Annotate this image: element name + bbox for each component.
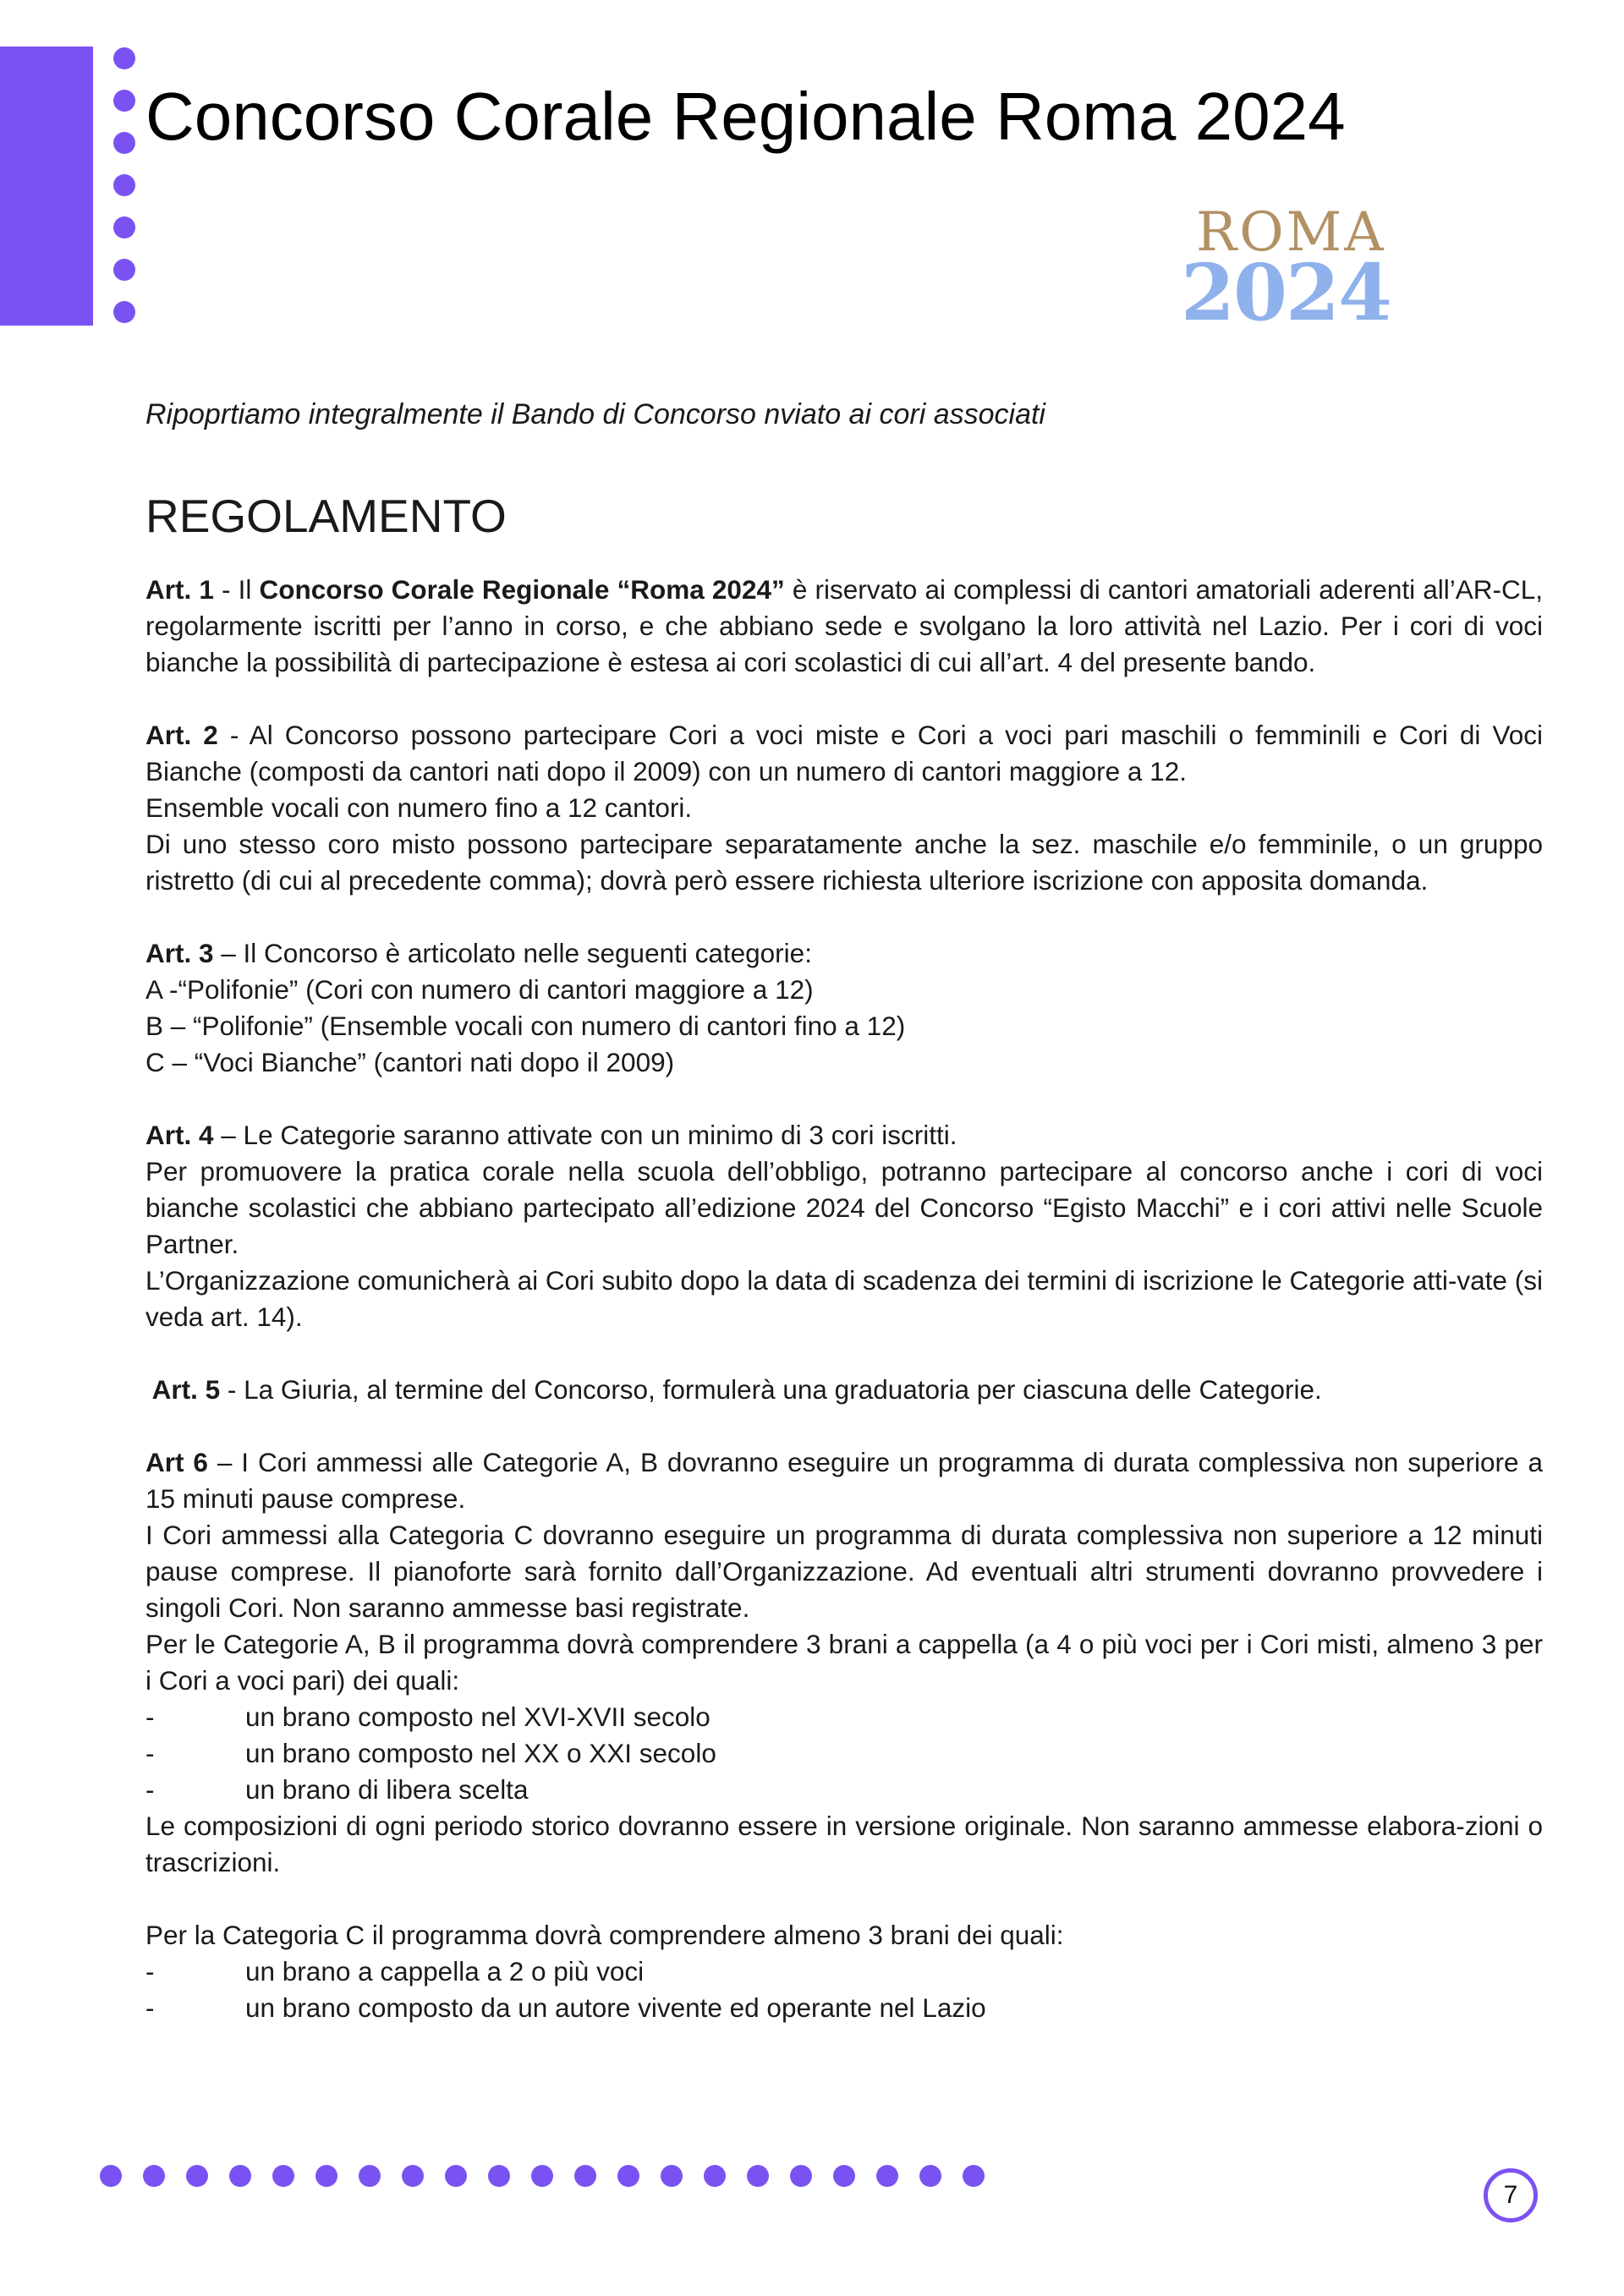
art-text: – I Cori ammessi alle Categorie A, B dovranno eseguire un programma di durata complessiva non superiore a 15 minuti pause comprese. bbox=[145, 1447, 1543, 1514]
section-heading: REGOLAMENTO bbox=[145, 490, 507, 542]
decor-dot bbox=[488, 2165, 510, 2187]
decor-dot bbox=[445, 2165, 467, 2187]
list-dash: - bbox=[145, 1774, 155, 1805]
art-label: Art. 3 bbox=[145, 938, 214, 968]
list-item bbox=[145, 1699, 1543, 1735]
paragraph: Le composizioni di ogni periodo storico dovranno essere in versione originale. Non saranno ammesse elabora-zioni o trascrizioni. bbox=[145, 1811, 1543, 1877]
art-text: – Le Categorie saranno attivate con un minimo di 3 cori iscritti. bbox=[213, 1120, 957, 1150]
art-label: Art 6 bbox=[145, 1447, 208, 1477]
decor-dot bbox=[113, 174, 135, 196]
decor-dot bbox=[574, 2165, 596, 2187]
decor-dot bbox=[359, 2165, 381, 2187]
paragraph: Per le Categorie A, B il programma dovrà comprendere 3 brani a cappella (a 4 o più voci per i Cori misti, almeno 3 per i Cori a voci pari) dei quali: bbox=[145, 1629, 1543, 1696]
list-item bbox=[145, 1772, 1543, 1808]
art-label: Art. 2 bbox=[145, 720, 218, 750]
art-text: - Il bbox=[213, 574, 260, 605]
decor-dot bbox=[113, 216, 135, 238]
paragraph: Per promuovere la pratica corale nella scuola dell’obbligo, potranno partecipare al concorso anche i cori di voci bianche scolastici che abbiano partecipato all’edizione 2024 del Concorso “Egisto Macchi” e i cori attivi nelle Scuole Partner. bbox=[145, 1156, 1543, 1259]
art-4 bbox=[145, 1117, 1543, 1153]
paragraph: I Cori ammessi alla Categoria C dovranno eseguire un programma di durata complessiva non superiore a 12 minuti pause comprese. Il pianoforte sarà fornito dall’Organizzazione. Ad eventuali altri strumenti dovranno provvedere i singoli Cori. Non saranno ammesse basi registrate. bbox=[145, 1520, 1543, 1623]
art-1 bbox=[145, 572, 1543, 681]
intro-text: Ripoprtiamo integralmente il Bando di Concorso nviato ai cori associati bbox=[145, 398, 1045, 430]
decor-dot bbox=[790, 2165, 812, 2187]
category-item: C – “Voci Bianche” (cantori nati dopo il 2009) bbox=[145, 1047, 675, 1077]
contest-name: Concorso Corale Regionale “Roma 2024” bbox=[259, 574, 785, 605]
list-dash: - bbox=[145, 1738, 155, 1768]
art-label: Art. 5 bbox=[145, 1374, 221, 1405]
footer-dot-row bbox=[100, 2165, 1013, 2189]
art-label: Art. 4 bbox=[145, 1120, 214, 1150]
logo-year: 2024 bbox=[1181, 247, 1391, 338]
decor-dot bbox=[113, 90, 135, 112]
paragraph: Di uno stesso coro misto possono partecipare separatamente anche la sez. maschile e/o femminile, o un gruppo ristretto (di cui al precedente comma); dovrà però essere richiesta ulteriore iscrizione con apposita domanda. bbox=[145, 829, 1543, 896]
art-text: – Il Concorso è articolato nelle seguenti categorie: bbox=[213, 938, 812, 968]
decor-dot bbox=[963, 2165, 985, 2187]
list-dash: - bbox=[145, 1956, 155, 1986]
logo-word: ROMA bbox=[1196, 201, 1386, 264]
decor-dot bbox=[747, 2165, 769, 2187]
decor-dot bbox=[272, 2165, 294, 2187]
decor-dot bbox=[113, 132, 135, 154]
paragraph: L’Organizzazione comunicherà ai Cori subito dopo la data di scadenza dei termini di iscrizione le Categorie atti-vate (si veda art. 14). bbox=[145, 1265, 1543, 1332]
decor-dot bbox=[919, 2165, 941, 2187]
roma-2024-logo bbox=[1181, 201, 1418, 345]
list-item bbox=[145, 1990, 1543, 2026]
decor-dot bbox=[229, 2165, 251, 2187]
decor-dot bbox=[704, 2165, 726, 2187]
list-item-text: un brano composto da un autore vivente ed operante nel Lazio bbox=[245, 1992, 986, 2023]
decor-dot bbox=[402, 2165, 424, 2187]
art-5 bbox=[145, 1372, 1543, 1408]
list-item-text: un brano composto nel XX o XXI secolo bbox=[245, 1738, 716, 1768]
decor-dot bbox=[617, 2165, 639, 2187]
list-item bbox=[145, 1954, 1543, 1990]
decor-dot bbox=[315, 2165, 337, 2187]
paragraph: Per la Categoria C il programma dovrà comprendere almeno 3 brani dei quali: bbox=[145, 1920, 1064, 1950]
art-3 bbox=[145, 935, 1543, 972]
category-item: B – “Polifonie” (Ensemble vocali con numero di cantori fino a 12) bbox=[145, 1011, 906, 1041]
art-text: - La Giuria, al termine del Concorso, formulerà una graduatoria per ciascuna delle Categorie. bbox=[220, 1374, 1322, 1405]
art-label: Art. 1 bbox=[145, 574, 214, 605]
list-dash: - bbox=[145, 1701, 155, 1732]
decor-dot bbox=[531, 2165, 553, 2187]
list-item-text: un brano a cappella a 2 o più voci bbox=[245, 1956, 645, 1986]
list-item bbox=[145, 1735, 1543, 1772]
art-6 bbox=[145, 1444, 1543, 1517]
decor-dot bbox=[113, 47, 135, 69]
paragraph: Ensemble vocali con numero fino a 12 cantori. bbox=[145, 792, 693, 823]
decor-dot bbox=[186, 2165, 208, 2187]
decor-dot bbox=[661, 2165, 683, 2187]
art-2 bbox=[145, 717, 1543, 790]
purple-side-bar bbox=[0, 47, 93, 326]
list-item-text: un brano di libera scelta bbox=[245, 1774, 529, 1805]
art-text: è riservato ai complessi di cantori amatoriali aderenti all’AR-CL, regolarmente iscritti per l’anno in corso, e che abbiano sede e svolgano la loro attività nel Lazio. Per i cori di voci bianche la possibilità di partecipazione è estesa ai cori scolastici di cui all’art. 4 del presente bando. bbox=[145, 574, 1544, 677]
decor-dot bbox=[143, 2165, 165, 2187]
decor-dot bbox=[113, 301, 135, 323]
category-item: A -“Polifonie” (Cori con numero di cantori maggiore a 12) bbox=[145, 974, 814, 1005]
page-number: 7 bbox=[1484, 2168, 1538, 2222]
list-item-text: un brano composto nel XVI-XVII secolo bbox=[245, 1701, 710, 1732]
page-title: Concorso Corale Regionale Roma 2024 bbox=[145, 79, 1346, 154]
decor-dot bbox=[876, 2165, 898, 2187]
decor-dot bbox=[113, 259, 135, 281]
regulation-body bbox=[145, 572, 1543, 2026]
decor-dot bbox=[833, 2165, 855, 2187]
decor-dot bbox=[100, 2165, 122, 2187]
art-text: - Al Concorso possono partecipare Cori a voci miste e Cori a voci pari maschili o femminili e Cori di Voci Bianche (composti da cantori nati dopo il 2009) con un numero di cantori maggiore a 12. bbox=[145, 720, 1543, 786]
list-dash: - bbox=[145, 1992, 155, 2023]
